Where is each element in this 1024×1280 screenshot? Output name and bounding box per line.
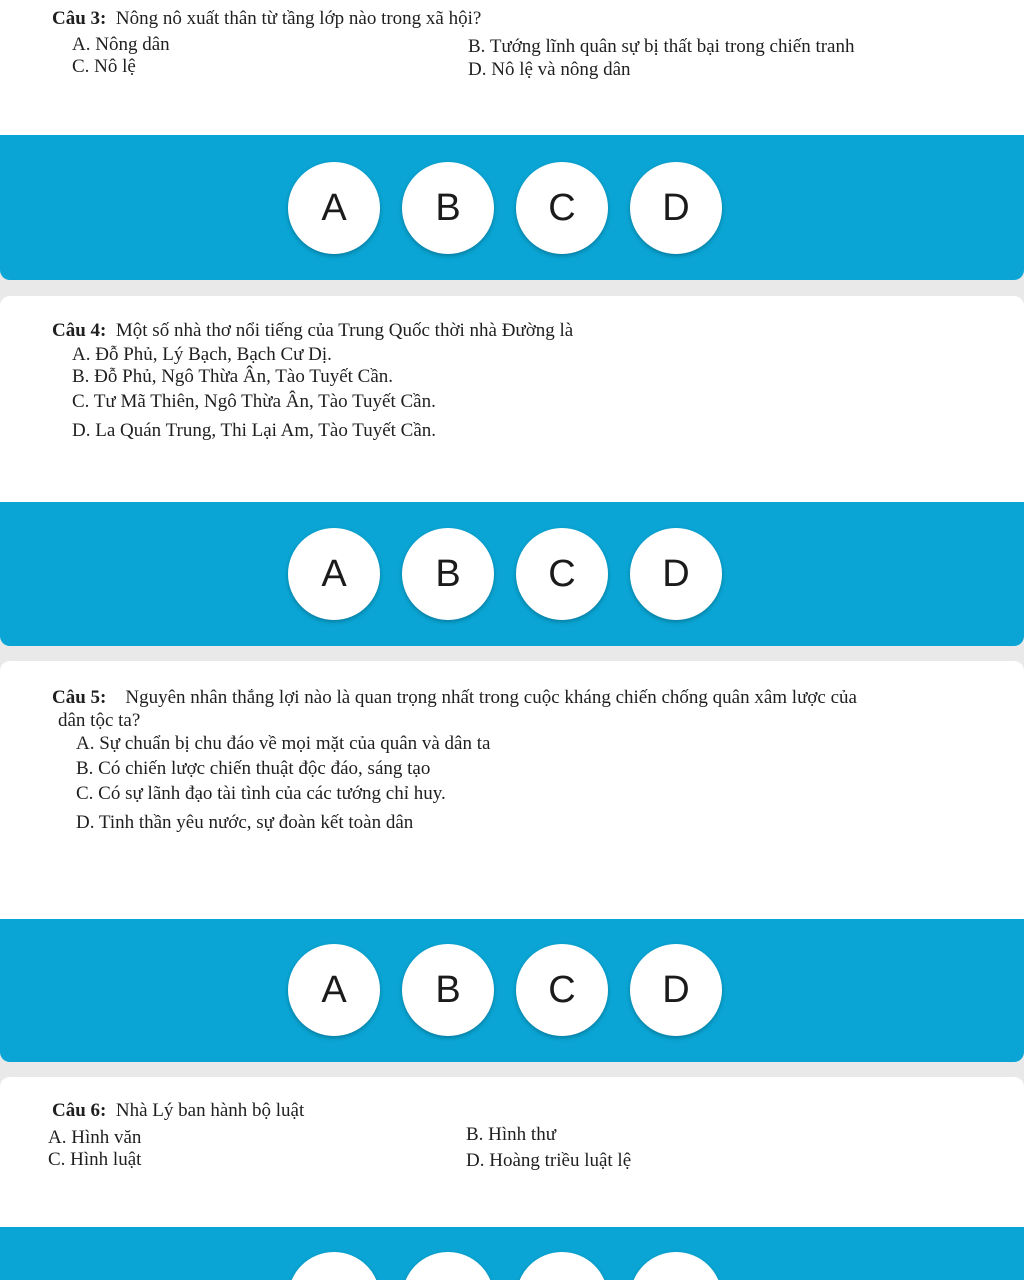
question-6-text: Nhà Lý ban hành bộ luật (115, 1100, 305, 1121)
question-5-text: Nguyên nhân thắng lợi nào là quan trọng nhất trong cuộc kháng chiến chống quân xâm lược của (125, 687, 857, 708)
answer-button-b[interactable]: B (402, 528, 494, 620)
question-5-option-b: B. Có chiến lược chiến thuật độc đáo, sáng tạo (76, 758, 431, 779)
answer-button-c[interactable]: C (516, 944, 608, 1036)
question-4-option-c: C. Tư Mã Thiên, Ngô Thừa Ân, Tào Tuyết Cần. (72, 391, 436, 412)
answer-button-a[interactable] (288, 1252, 380, 1280)
answer-button-b[interactable]: B (402, 944, 494, 1036)
answer-button-b[interactable]: B (402, 162, 494, 254)
answer-button-d[interactable]: D (630, 944, 722, 1036)
question-5-option-c: C. Có sự lãnh đạo tài tình của các tướng chỉ huy. (76, 783, 446, 804)
question-6-option-c: C. Hình luật (48, 1149, 142, 1170)
question-6 (52, 1100, 304, 1122)
question-5-option-a: A. Sự chuẩn bị chu đáo về mọi mặt của quân và dân ta (76, 733, 491, 754)
answer-bar-5 (0, 919, 1024, 1062)
question-6-option-d: D. Hoàng triều luật lệ (466, 1150, 632, 1171)
question-6-label: Câu 6: (52, 1100, 107, 1121)
question-3-option-a: A. Nông dân (72, 34, 170, 55)
question-3-option-c: C. Nô lệ (72, 56, 136, 77)
question-4-option-a: A. Đỗ Phủ, Lý Bạch, Bạch Cư Dị. (72, 344, 332, 365)
question-5 (52, 687, 857, 709)
answer-button-c[interactable]: C (516, 162, 608, 254)
question-5-option-d: D. Tinh thần yêu nước, sự đoàn kết toàn dân (76, 812, 414, 833)
question-5-label: Câu 5: (52, 687, 107, 708)
question-4-option-d: D. La Quán Trung, Thi Lại Am, Tào Tuyết Cần. (72, 420, 437, 441)
answer-button-d[interactable] (630, 1252, 722, 1280)
question-5-text-continued: dân tộc ta? (58, 710, 141, 731)
answer-bar-3 (0, 135, 1024, 280)
question-card-4 (0, 296, 1024, 502)
answer-button-c[interactable]: C (516, 528, 608, 620)
question-4-label: Câu 4: (52, 320, 107, 341)
question-4 (52, 320, 573, 342)
question-card-3 (0, 0, 1024, 135)
question-3-option-d: D. Nô lệ và nông dân (468, 59, 631, 80)
question-6-option-b: B. Hình thư (466, 1124, 556, 1145)
question-card-6 (0, 1077, 1024, 1227)
question-3-text: Nông nô xuất thân từ tầng lớp nào trong xã hội? (115, 8, 482, 29)
question-card-5 (0, 661, 1024, 919)
answer-button-c[interactable] (516, 1252, 608, 1280)
answer-button-a[interactable]: A (288, 528, 380, 620)
answer-button-a[interactable]: A (288, 944, 380, 1036)
answer-button-b[interactable] (402, 1252, 494, 1280)
answer-button-d[interactable]: D (630, 162, 722, 254)
question-4-option-b: B. Đỗ Phủ, Ngô Thừa Ân, Tào Tuyết Cần. (72, 366, 394, 387)
question-6-option-a: A. Hình văn (48, 1127, 142, 1148)
question-4-text: Một số nhà thơ nổi tiếng của Trung Quốc thời nhà Đường là (115, 320, 574, 341)
answer-button-a[interactable]: A (288, 162, 380, 254)
answer-bar-6 (0, 1227, 1024, 1280)
question-3 (52, 8, 481, 30)
answer-button-d[interactable]: D (630, 528, 722, 620)
answer-bar-4 (0, 502, 1024, 646)
question-3-label: Câu 3: (52, 8, 107, 29)
question-3-option-b: B. Tướng lĩnh quân sự bị thất bại trong chiến tranh (468, 36, 855, 57)
